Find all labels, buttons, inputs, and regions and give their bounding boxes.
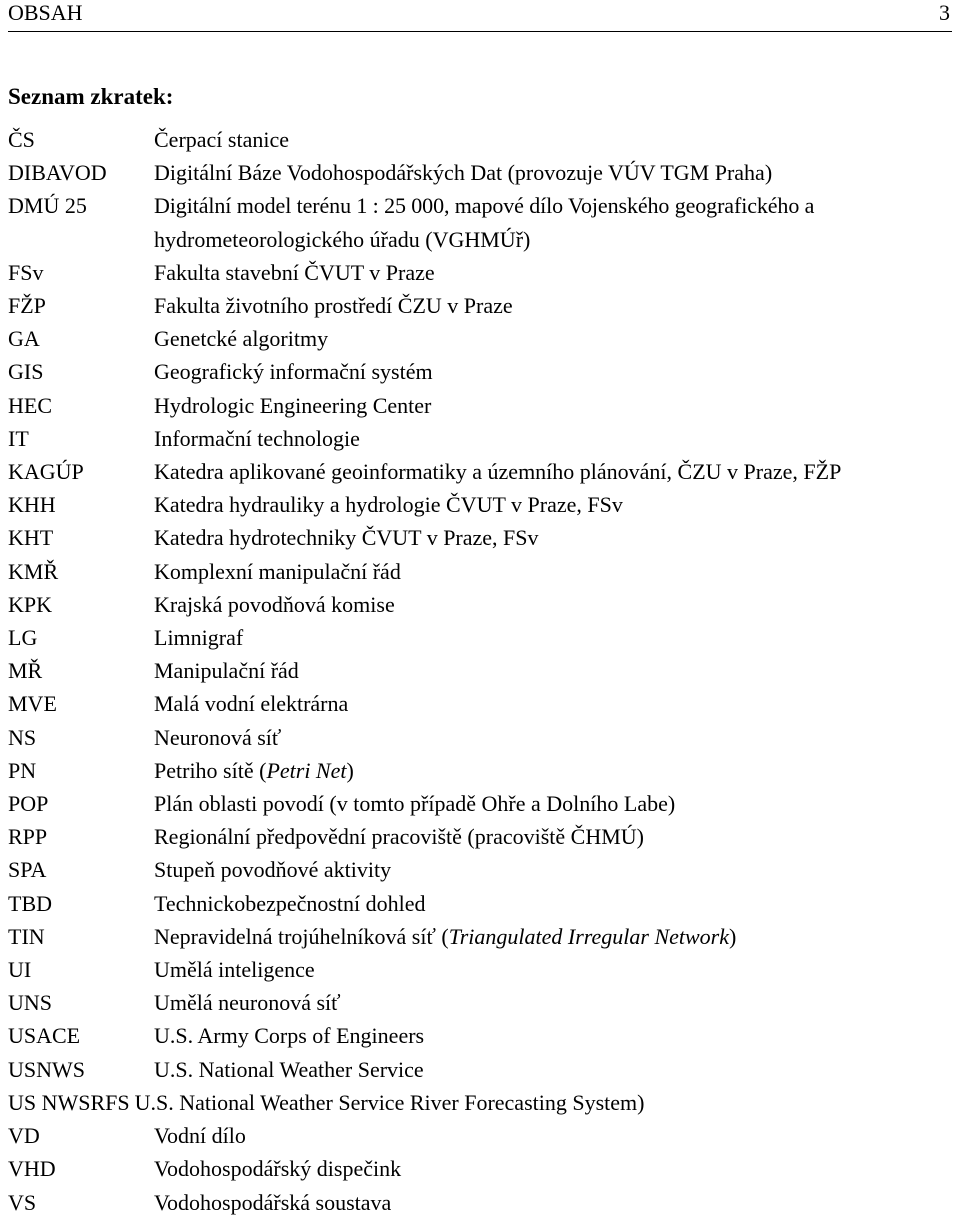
abbreviation-meaning bbox=[154, 754, 354, 787]
abbreviation-term: DMÚ 25 bbox=[8, 193, 87, 219]
abbreviation-meaning: Komplexní manipulační řád bbox=[154, 558, 401, 584]
abbreviation-term: DIBAVOD bbox=[8, 160, 107, 186]
abbreviation-row bbox=[8, 322, 958, 355]
meaning-italic-text: Petri Net bbox=[266, 757, 347, 783]
abbreviation-meaning: Katedra aplikované geoinformatiky a územního plánování, ČZU v Praze, FŽP bbox=[154, 459, 842, 485]
abbreviation-term: MŘ bbox=[8, 658, 43, 684]
abbreviation-term: UNS bbox=[8, 990, 53, 1016]
abbreviation-row bbox=[8, 1186, 958, 1219]
abbreviation-meaning bbox=[154, 920, 736, 953]
abbreviation-row bbox=[8, 721, 958, 754]
abbreviation-term: KAGÚP bbox=[8, 459, 84, 485]
abbreviation-row bbox=[8, 621, 958, 654]
abbreviation-term: UI bbox=[8, 957, 32, 983]
abbreviation-row bbox=[8, 820, 958, 853]
abbreviation-term: KHT bbox=[8, 525, 54, 551]
abbreviation-meaning: Fakulta stavební ČVUT v Praze bbox=[154, 259, 435, 285]
abbreviation-term: ČS bbox=[8, 127, 35, 152]
abbreviation-row bbox=[8, 1053, 958, 1086]
abbreviation-row bbox=[8, 887, 958, 920]
abbreviation-term: SPA bbox=[8, 857, 47, 883]
abbreviation-meaning: Limnigraf bbox=[154, 625, 244, 651]
abbreviation-row bbox=[8, 1086, 958, 1119]
abbreviation-row bbox=[8, 189, 958, 222]
abbreviation-meaning: Krajská povodňová komise bbox=[154, 591, 395, 617]
abbreviation-row bbox=[8, 123, 958, 156]
abbreviation-row bbox=[8, 687, 958, 720]
abbreviation-term: USACE bbox=[8, 1023, 81, 1049]
abbreviation-meaning: Vodní dílo bbox=[154, 1123, 246, 1149]
abbreviation-row bbox=[8, 455, 958, 488]
abbreviation-term: HEC bbox=[8, 392, 52, 418]
abbreviation-meaning: Neuronová síť bbox=[154, 724, 282, 750]
abbreviation-meaning: U.S. National Weather Service River Forecasting System) bbox=[134, 1089, 645, 1115]
abbreviation-meaning: Katedra hydrauliky a hydrologie ČVUT v Praze, FSv bbox=[154, 492, 623, 518]
abbreviation-row bbox=[8, 521, 958, 554]
abbreviation-meaning-continuation: hydrometeorologického úřadu (VGHMÚř) bbox=[154, 226, 531, 252]
abbreviation-term: PN bbox=[8, 757, 37, 783]
abbreviation-row bbox=[8, 488, 958, 521]
header-title: OBSAH bbox=[8, 0, 83, 25]
meaning-text: ) bbox=[729, 923, 737, 949]
abbreviation-row bbox=[8, 555, 958, 588]
meaning-text: Nepravidelná trojúhelníková síť ( bbox=[154, 923, 449, 949]
abbreviation-term: VHD bbox=[8, 1156, 56, 1182]
page-number: 3 bbox=[939, 0, 950, 25]
abbreviation-row bbox=[8, 1119, 958, 1152]
abbreviation-row bbox=[8, 787, 958, 820]
abbreviation-term: MVE bbox=[8, 691, 57, 717]
abbreviation-row bbox=[8, 156, 958, 189]
abbreviation-meaning: Geografický informační systém bbox=[154, 359, 433, 385]
abbreviation-term: KPK bbox=[8, 591, 53, 617]
abbreviation-term: GIS bbox=[8, 359, 44, 385]
abbreviation-term: US NWSRFS bbox=[8, 1089, 130, 1115]
abbreviation-row bbox=[8, 754, 958, 787]
abbreviation-meaning: U.S. Army Corps of Engineers bbox=[154, 1023, 425, 1049]
abbreviation-term: RPP bbox=[8, 824, 48, 850]
abbreviation-meaning: Manipulační řád bbox=[154, 658, 299, 684]
abbreviation-term: KHH bbox=[8, 492, 56, 518]
abbreviation-term: POP bbox=[8, 791, 49, 817]
abbreviation-row bbox=[8, 920, 958, 953]
abbreviation-row bbox=[8, 422, 958, 455]
abbreviation-term: KMŘ bbox=[8, 558, 59, 584]
abbreviation-meaning: Vodohospodářský dispečink bbox=[154, 1156, 402, 1182]
abbreviation-meaning: Plán oblasti povodí (v tomto případě Ohře a Dolního Labe) bbox=[154, 791, 676, 817]
abbreviation-list bbox=[8, 123, 958, 1219]
abbreviation-meaning: Hydrologic Engineering Center bbox=[154, 392, 432, 418]
abbreviation-meaning: U.S. National Weather Service bbox=[154, 1056, 424, 1082]
abbreviation-meaning: Digitální model terénu 1 : 25 000, mapové dílo Vojenského geografického a bbox=[154, 193, 815, 219]
abbreviation-term: NS bbox=[8, 724, 37, 750]
abbreviation-term: USNWS bbox=[8, 1056, 86, 1082]
abbreviation-meaning: Regionální předpovědní pracoviště (pracoviště ČHMÚ) bbox=[154, 824, 644, 850]
meaning-text: Petriho sítě ( bbox=[154, 757, 267, 783]
abbreviation-meaning: Stupeň povodňové aktivity bbox=[154, 857, 392, 883]
abbreviation-meaning: Fakulta životního prostředí ČZU v Praze bbox=[154, 293, 513, 319]
abbreviation-row bbox=[8, 853, 958, 886]
abbreviation-row bbox=[8, 1019, 958, 1052]
abbreviation-term: VS bbox=[8, 1189, 37, 1215]
meaning-text: ) bbox=[346, 757, 354, 783]
abbreviation-row bbox=[8, 953, 958, 986]
abbreviation-row bbox=[8, 256, 958, 289]
abbreviation-row bbox=[8, 355, 958, 388]
section-title: Seznam zkratek: bbox=[8, 84, 174, 109]
abbreviation-meaning: Informační technologie bbox=[154, 425, 360, 451]
abbreviation-meaning: Katedra hydrotechniky ČVUT v Praze, FSv bbox=[154, 525, 539, 551]
abbreviation-meaning: Umělá neuronová síť bbox=[154, 990, 341, 1016]
abbreviation-term: FŽP bbox=[8, 293, 46, 319]
abbreviation-term: TIN bbox=[8, 923, 45, 949]
abbreviation-term: IT bbox=[8, 425, 29, 451]
abbreviation-row bbox=[8, 389, 958, 422]
abbreviation-row bbox=[8, 986, 958, 1019]
page-header bbox=[8, 0, 952, 32]
abbreviation-meaning: Digitální Báze Vodohospodářských Dat (provozuje VÚV TGM Praha) bbox=[154, 160, 773, 186]
abbreviation-row bbox=[8, 289, 958, 322]
abbreviation-meaning: Malá vodní elektrárna bbox=[154, 691, 349, 717]
abbreviation-meaning: Vodohospodářská soustava bbox=[154, 1189, 392, 1215]
abbreviation-meaning: Genetcké algoritmy bbox=[154, 326, 329, 352]
abbreviation-term: GA bbox=[8, 326, 40, 352]
meaning-italic-text: Triangulated Irregular Network bbox=[448, 923, 730, 949]
abbreviation-term: TBD bbox=[8, 890, 52, 916]
abbreviation-row bbox=[8, 654, 958, 687]
abbreviation-term: LG bbox=[8, 625, 38, 651]
abbreviation-row bbox=[8, 588, 958, 621]
abbreviation-term: FSv bbox=[8, 259, 44, 285]
abbreviation-meaning: Čerpací stanice bbox=[154, 127, 289, 152]
abbreviation-term: VD bbox=[8, 1123, 40, 1149]
abbreviation-meaning: Technickobezpečnostní dohled bbox=[154, 890, 426, 916]
abbreviation-meaning: Umělá inteligence bbox=[154, 957, 315, 983]
abbreviation-row bbox=[8, 1152, 958, 1185]
